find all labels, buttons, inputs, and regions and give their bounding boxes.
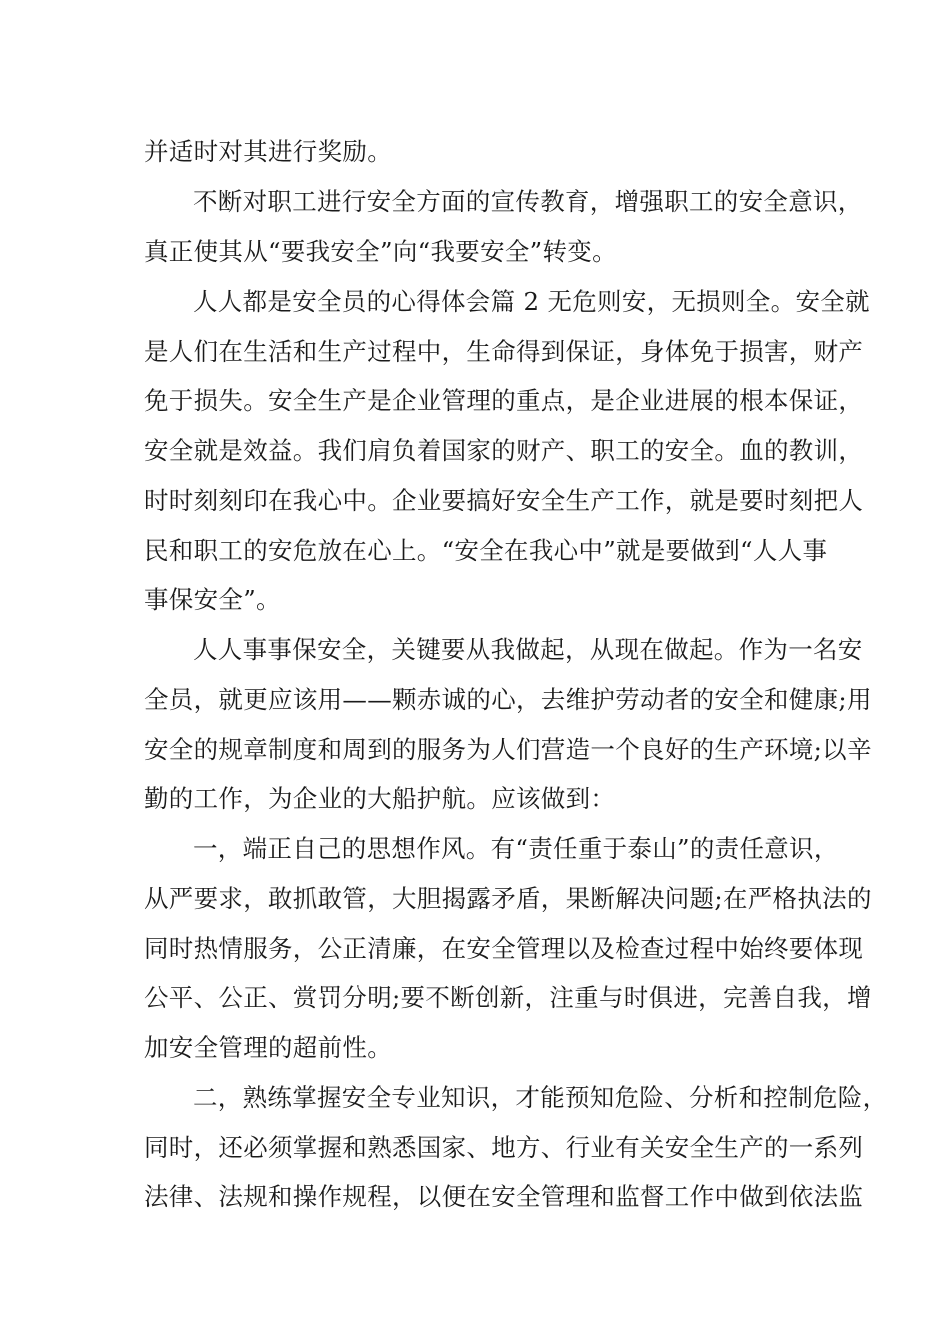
text-line: 并适时对其进行奖励。: [144, 137, 392, 166]
text-line: 全员，就更应该用——颗赤诚的心，去维护劳动者的安全和健康;用: [144, 685, 872, 714]
text-line: 勤的工作，为企业的大船护航。应该做到：: [144, 784, 616, 813]
text-line: 安全就是效益。我们肩负着国家的财产、职工的安全。血的教训，: [144, 436, 864, 465]
paragraph-first-line: 人人事事保安全，关键要从我做起，从现在做起。作为一名安: [193, 635, 863, 664]
text-line: 是人们在生活和生产过程中，生命得到保证，身体免于损害，财产: [144, 337, 864, 366]
paragraph-first-line: 一，端正自己的思想作风。有“责任重于泰山”的责任意识，: [193, 834, 839, 863]
text-line: 真正使其从“要我安全”向“我要安全”转变。: [144, 237, 617, 266]
text-line: 同时热情服务，公正清廉，在安全管理以及检查过程中始终要体现: [144, 934, 864, 963]
text-line: 从严要求，敢抓敢管，大胆揭露矛盾，果断解决问题;在严格执法的: [144, 884, 872, 913]
paragraph-first-line: 二，熟练掌握安全专业知识，才能预知危险、分析和控制危险，: [193, 1083, 888, 1112]
text-line: 安全的规章制度和周到的服务为人们营造一个良好的生产环境;以辛: [144, 735, 872, 764]
text-line: 免于损失。安全生产是企业管理的重点，是企业进展的根本保证，: [144, 386, 864, 415]
text-line: 加安全管理的超前性。: [144, 1033, 392, 1062]
text-line: 民和职工的安危放在心上。“安全在我心中”就是要做到“人人事: [144, 536, 828, 565]
text-line: 公平、公正、赏罚分明;要不断创新，注重与时俱进，完善自我，增: [144, 983, 872, 1012]
text-line: 事保安全”。: [144, 585, 281, 614]
text-line: 时时刻刻印在我心中。企业要搞好安全生产工作，就是要时刻把人: [144, 486, 864, 515]
paragraph-first-line: 不断对职工进行安全方面的宣传教育，增强职工的安全意识，: [193, 187, 863, 216]
text-line: 法律、法规和操作规程，以便在安全管理和监督工作中做到依法监: [144, 1182, 864, 1211]
paragraph-first-line: 人人都是安全员的心得体会篇 2 无危则安，无损则全。安全就: [193, 287, 870, 316]
text-line: 同时，还必须掌握和熟悉国家、地方、行业有关安全生产的一系列: [144, 1133, 864, 1162]
